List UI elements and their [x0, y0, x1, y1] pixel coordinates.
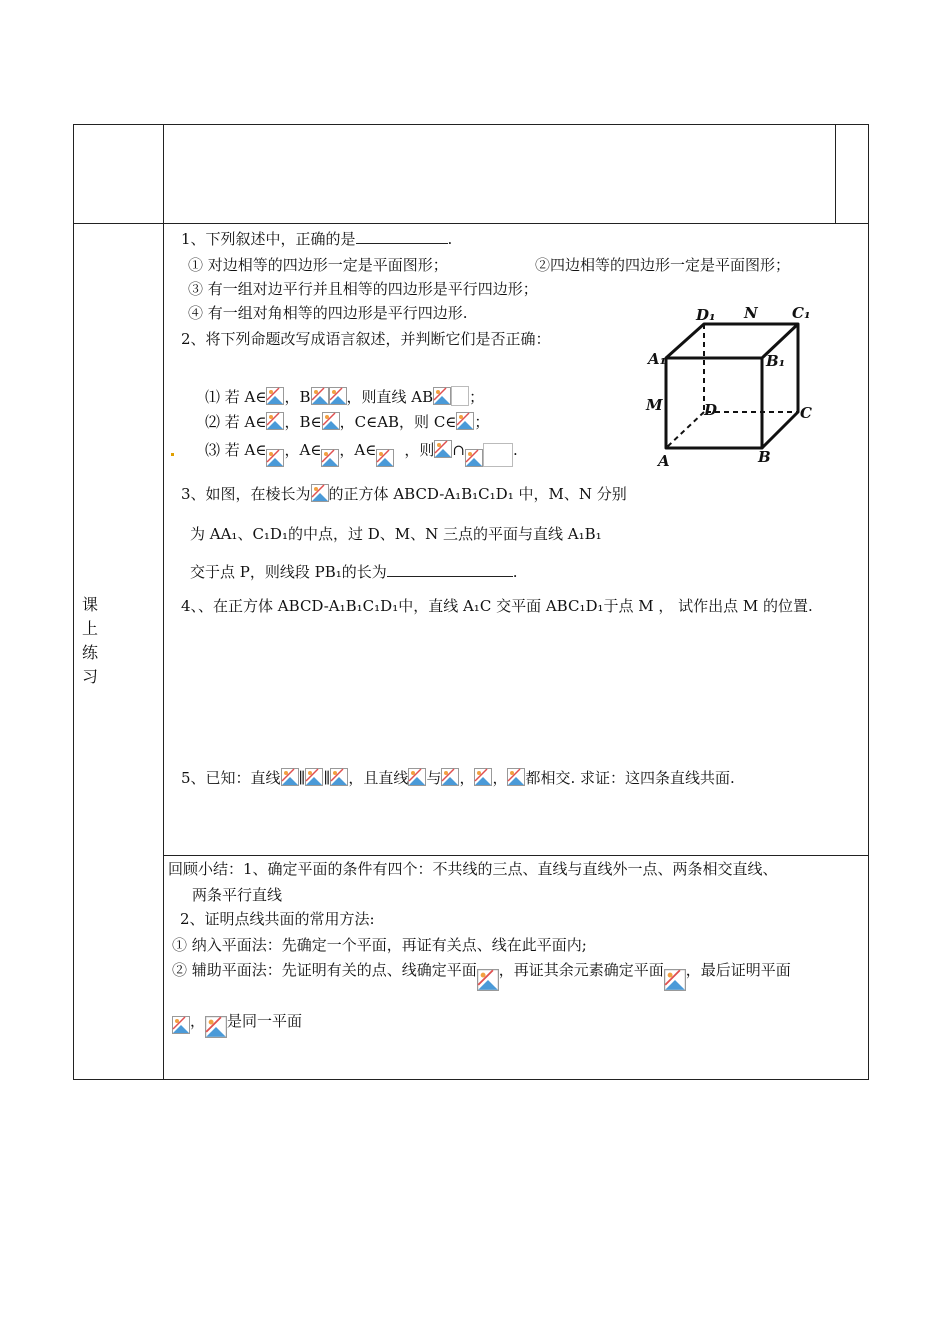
q2-title: 2、将下列命题改写成语言叙述，并判断它们是否正确：	[181, 330, 551, 348]
formula-image-icon	[321, 449, 339, 467]
formula-image-icon	[434, 440, 452, 458]
formula-image-icon	[266, 449, 284, 467]
q5-a: 5、已知：直线	[181, 769, 281, 787]
cube-label-b1: B₁	[766, 352, 786, 370]
formula-image-icon	[477, 969, 499, 991]
side-label-2: 上	[81, 619, 98, 638]
table-border-row1	[73, 223, 869, 224]
formula-image-icon	[311, 387, 329, 405]
q2-s1-c: ，则直线 AB	[346, 388, 434, 406]
table-border-row2	[163, 855, 869, 856]
q5-h: 都相交. 求证：这四条直线共面.	[525, 769, 735, 787]
q3-l3-b: .	[512, 563, 518, 581]
q3-l1-b: 的正方体 ABCD-A₁B₁C₁D₁ 中，M、N 分别	[328, 485, 627, 503]
q1-answer-blank[interactable]	[356, 231, 448, 244]
formula-image-icon	[311, 484, 329, 502]
q3-line-1	[181, 484, 627, 503]
q2-s3-b: ，A∈	[284, 441, 322, 459]
table-border-right	[868, 124, 869, 1080]
q2-s3-d: ，则	[404, 441, 435, 459]
q2-s2-c: ，C∈AB，则 C∈	[339, 413, 457, 431]
q1-title	[181, 230, 452, 248]
formula-image-icon	[205, 1016, 227, 1038]
q5-c: ∥	[323, 769, 331, 787]
summary-l5-c: ，最后证明平面	[685, 961, 791, 979]
cube-figure	[640, 300, 820, 470]
q5-g: ，	[492, 769, 508, 787]
summary-l5-a: ② 辅助平面法：先证明有关的点、线确定平面	[172, 961, 477, 979]
q5-f: ，	[459, 769, 475, 787]
q1-end: .	[447, 230, 453, 248]
formula-image-icon	[172, 1016, 190, 1034]
anchor-marker	[171, 453, 174, 456]
summary-line-1: 回顾小结：1、确定平面的条件有四个：不共线的三点、直线与直线外一点、两条相交直线、	[168, 860, 778, 878]
q5-text	[181, 768, 735, 787]
formula-image-icon	[456, 412, 474, 430]
q3-l3-a: 交于点 P，则线段 PB₁的长为	[190, 563, 387, 581]
summary-line-2: 两条平行直线	[192, 886, 283, 904]
q2-s3-a: ⑶ 若 A∈	[205, 441, 267, 459]
q5-e: 与	[426, 769, 442, 787]
summary-line-6	[172, 1012, 302, 1038]
q2-s3-c: ，A∈	[339, 441, 377, 459]
table-border-left	[73, 124, 74, 1080]
formula-image-icon	[329, 387, 347, 405]
q2-s3-f: .	[512, 441, 518, 459]
formula-image-icon	[433, 387, 451, 405]
cube-label-d1: D₁	[696, 306, 716, 324]
q2-s3-e: ∩	[452, 441, 465, 459]
q1-option-4: ④ 有一组对角相等的四边形是平行四边形.	[188, 304, 468, 322]
q2-s1-d: ；	[469, 388, 485, 406]
table-border-top	[73, 124, 869, 125]
formula-image-icon	[281, 768, 299, 786]
q2-s2-b: ，B∈	[284, 413, 322, 431]
q3-l1-a: 3、如图，在棱长为	[181, 485, 311, 503]
formula-image-icon	[408, 768, 426, 786]
summary-l5-b: ，再证其余元素确定平面	[498, 961, 664, 979]
q3-line-2: 为 AA₁、C₁D₁的中点，过 D、M、N 三点的平面与直线 A₁B₁	[190, 525, 602, 543]
formula-image-icon	[441, 768, 459, 786]
summary-l6-b: 是同一平面	[227, 1012, 303, 1030]
formula-image-icon	[266, 387, 284, 405]
q2-statement-3	[205, 440, 518, 467]
formula-image-icon	[507, 768, 525, 786]
q2-s1-a: ⑴ 若 A∈	[205, 388, 267, 406]
summary-line-4: ① 纳入平面法：先确定一个平面，再证有关点、线在此平面内;	[172, 936, 587, 954]
q2-statement-2	[205, 412, 489, 431]
formula-image-icon	[474, 768, 492, 786]
table-border-col1	[163, 124, 164, 1080]
cube-label-b: B	[758, 448, 771, 466]
q3-answer-blank[interactable]	[387, 564, 513, 577]
formula-image-icon	[376, 449, 394, 467]
summary-l6-a: ，	[190, 1012, 206, 1030]
q2-s2-a: ⑵ 若 A∈	[205, 413, 267, 431]
summary-line-3: 2、证明点线共面的常用方法:	[180, 910, 375, 928]
q1-title-text: 1、下列叙述中，正确的是	[181, 230, 356, 248]
q1-option-2: ②四边相等的四边形一定是平面图形；	[535, 256, 791, 274]
cube-label-d: D	[704, 401, 718, 419]
q5-d: ，且直线	[348, 769, 409, 787]
formula-image-icon	[465, 449, 483, 467]
side-label-3: 练	[81, 643, 98, 662]
q2-s1-b: ，B	[284, 388, 311, 406]
side-label-4: 习	[81, 667, 98, 686]
formula-image-icon	[305, 768, 323, 786]
formula-image-icon	[322, 412, 340, 430]
side-label-1: 课	[81, 595, 98, 614]
q5-b: ∥	[298, 769, 306, 787]
q2-s1-blank	[451, 386, 469, 406]
formula-image-icon	[330, 768, 348, 786]
summary-line-5	[172, 961, 791, 991]
q3-line-3	[190, 563, 518, 581]
q1-option-1: ① 对边相等的四边形一定是平面图形；	[188, 256, 448, 274]
q4-text: 4、、在正方体 ABCD-A₁B₁C₁D₁中，直线 A₁C 交平面 ABC₁D₁于点 M ， 试作出点 M 的位置.	[181, 597, 813, 615]
formula-image-icon	[266, 412, 284, 430]
formula-image-icon	[664, 969, 686, 991]
q2-s3-blank	[483, 443, 513, 467]
cube-label-a: A	[658, 452, 670, 470]
q2-s2-d: ；	[474, 413, 490, 431]
cube-label-c: C	[800, 404, 812, 422]
cube-label-a1: A₁	[648, 350, 667, 368]
cube-label-m: M	[646, 396, 663, 414]
table-border-bottom	[73, 1079, 869, 1080]
cube-label-n: N	[744, 304, 758, 322]
q1-option-3: ③ 有一组对边平行并且相等的四边形是平行四边形；	[188, 280, 538, 298]
cube-label-c1: C₁	[792, 304, 811, 322]
q2-statement-1	[205, 386, 484, 406]
table-border-col-narrow	[835, 124, 836, 224]
